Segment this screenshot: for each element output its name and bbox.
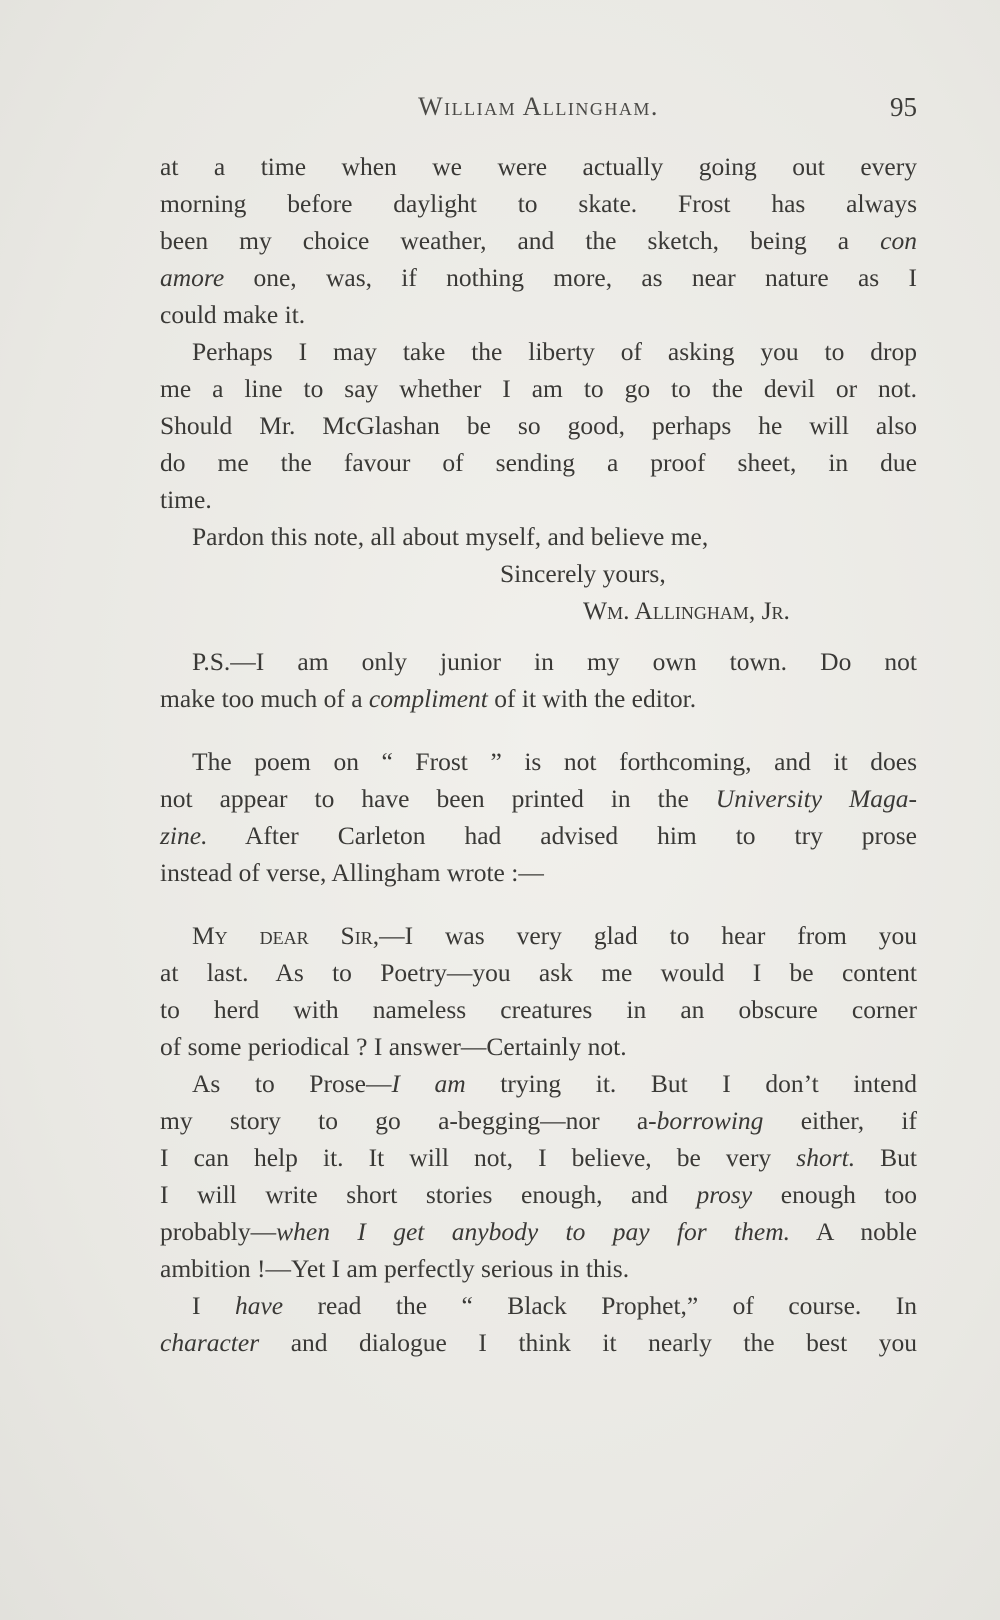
text-line: morning before daylight to skate. Frost has always	[160, 189, 917, 218]
text-run: As to Prose—	[192, 1069, 392, 1098]
text-line: do me the favour of sending a proof sheet, in due	[160, 448, 917, 477]
text-line	[160, 1287, 917, 1324]
text-run: and dialogue I think it nearly the best you	[259, 1328, 917, 1357]
italic-run: prosy	[696, 1180, 753, 1209]
text-run: one, was, if nothing more, as near nature as I	[224, 263, 917, 292]
text-run: been my choice weather, and the sketch, being a	[160, 226, 881, 255]
text-line	[160, 780, 917, 817]
text-run: make too much of a	[160, 684, 369, 713]
text-line	[160, 1065, 917, 1102]
text-line	[160, 1139, 917, 1176]
italic-run: amore	[160, 263, 225, 292]
italic-run: character	[160, 1328, 260, 1357]
spacer	[160, 629, 917, 643]
running-title: William Allingham.	[418, 92, 659, 121]
page-header	[160, 92, 917, 132]
italic-run: borrowing	[656, 1106, 764, 1135]
italic-run: when I get anybody to pay for them.	[276, 1217, 790, 1246]
text-line: time.	[160, 485, 212, 514]
text-line: instead of verse, Allingham wrote :—	[160, 858, 544, 887]
text-run: After Carleton had advised him to try prose	[207, 821, 917, 850]
text-line	[160, 680, 917, 717]
text-run: trying it. But I don’t intend	[465, 1069, 917, 1098]
text-line	[160, 1324, 917, 1361]
italic-run: short.	[796, 1143, 856, 1172]
text-line	[160, 917, 917, 954]
text-run: A noble	[789, 1217, 917, 1246]
salutation: My dear Sir,	[192, 921, 380, 950]
text-line: Perhaps I may take the liberty of asking you to drop	[192, 337, 917, 366]
text-run: But	[855, 1143, 917, 1172]
text-line	[160, 1176, 917, 1213]
text-run: read the “ Black Prophet,” of course. In	[283, 1291, 917, 1320]
text-run: —I was very glad to hear from you	[379, 921, 917, 950]
text-line	[160, 222, 917, 259]
text-line: ambition !—Yet I am perfectly serious in this.	[160, 1254, 630, 1283]
italic-run: con	[880, 226, 917, 255]
spacer	[160, 717, 917, 743]
text-line	[160, 1213, 917, 1250]
italic-run: zine.	[160, 821, 208, 850]
text-line: to herd with nameless creatures in an obscure corner	[160, 995, 917, 1024]
text-line: The poem on “ Frost ” is not forthcoming, and it does	[192, 747, 917, 776]
text-line: me a line to say whether I am to go to the devil or not.	[160, 374, 917, 403]
text-line	[160, 1102, 917, 1139]
text-line: at a time when we were actually going out every	[160, 152, 917, 181]
text-run: probably—	[160, 1217, 277, 1246]
text-line	[160, 259, 917, 296]
text-line: of some periodical ? I answer—Certainly not.	[160, 1032, 627, 1061]
signature: Wm. Allingham, Jr.	[583, 596, 790, 625]
text-line: could make it.	[160, 300, 306, 329]
text-run: enough too	[752, 1180, 917, 1209]
text-run: not appear to have been printed in the	[160, 784, 716, 813]
text-line: P.S.—I am only junior in my own town. Do not	[192, 647, 917, 676]
italic-run: I am	[391, 1069, 466, 1098]
text-line: at last. As to Poetry—you ask me would I be content	[160, 958, 917, 987]
text-run: my story to go a-begging—nor a-	[160, 1106, 657, 1135]
italic-run: compliment	[368, 684, 488, 713]
italic-run: have	[234, 1291, 284, 1320]
page-number: 95	[890, 92, 917, 122]
text-line	[160, 817, 917, 854]
text-line: Pardon this note, all about myself, and believe me,	[192, 522, 709, 551]
text-line: Should Mr. McGlashan be so good, perhaps he will also	[160, 411, 917, 440]
text-run: I will write short stories enough, and	[160, 1180, 697, 1209]
closing-line: Sincerely yours,	[500, 559, 666, 588]
text-run: either, if	[763, 1106, 917, 1135]
text-run: I	[192, 1291, 235, 1320]
text-run: of it with the editor.	[487, 684, 697, 713]
page-body	[160, 148, 917, 1361]
italic-run: University Maga-	[715, 784, 917, 813]
text-run: I can help it. It will not, I believe, be very	[160, 1143, 797, 1172]
spacer	[160, 891, 917, 917]
